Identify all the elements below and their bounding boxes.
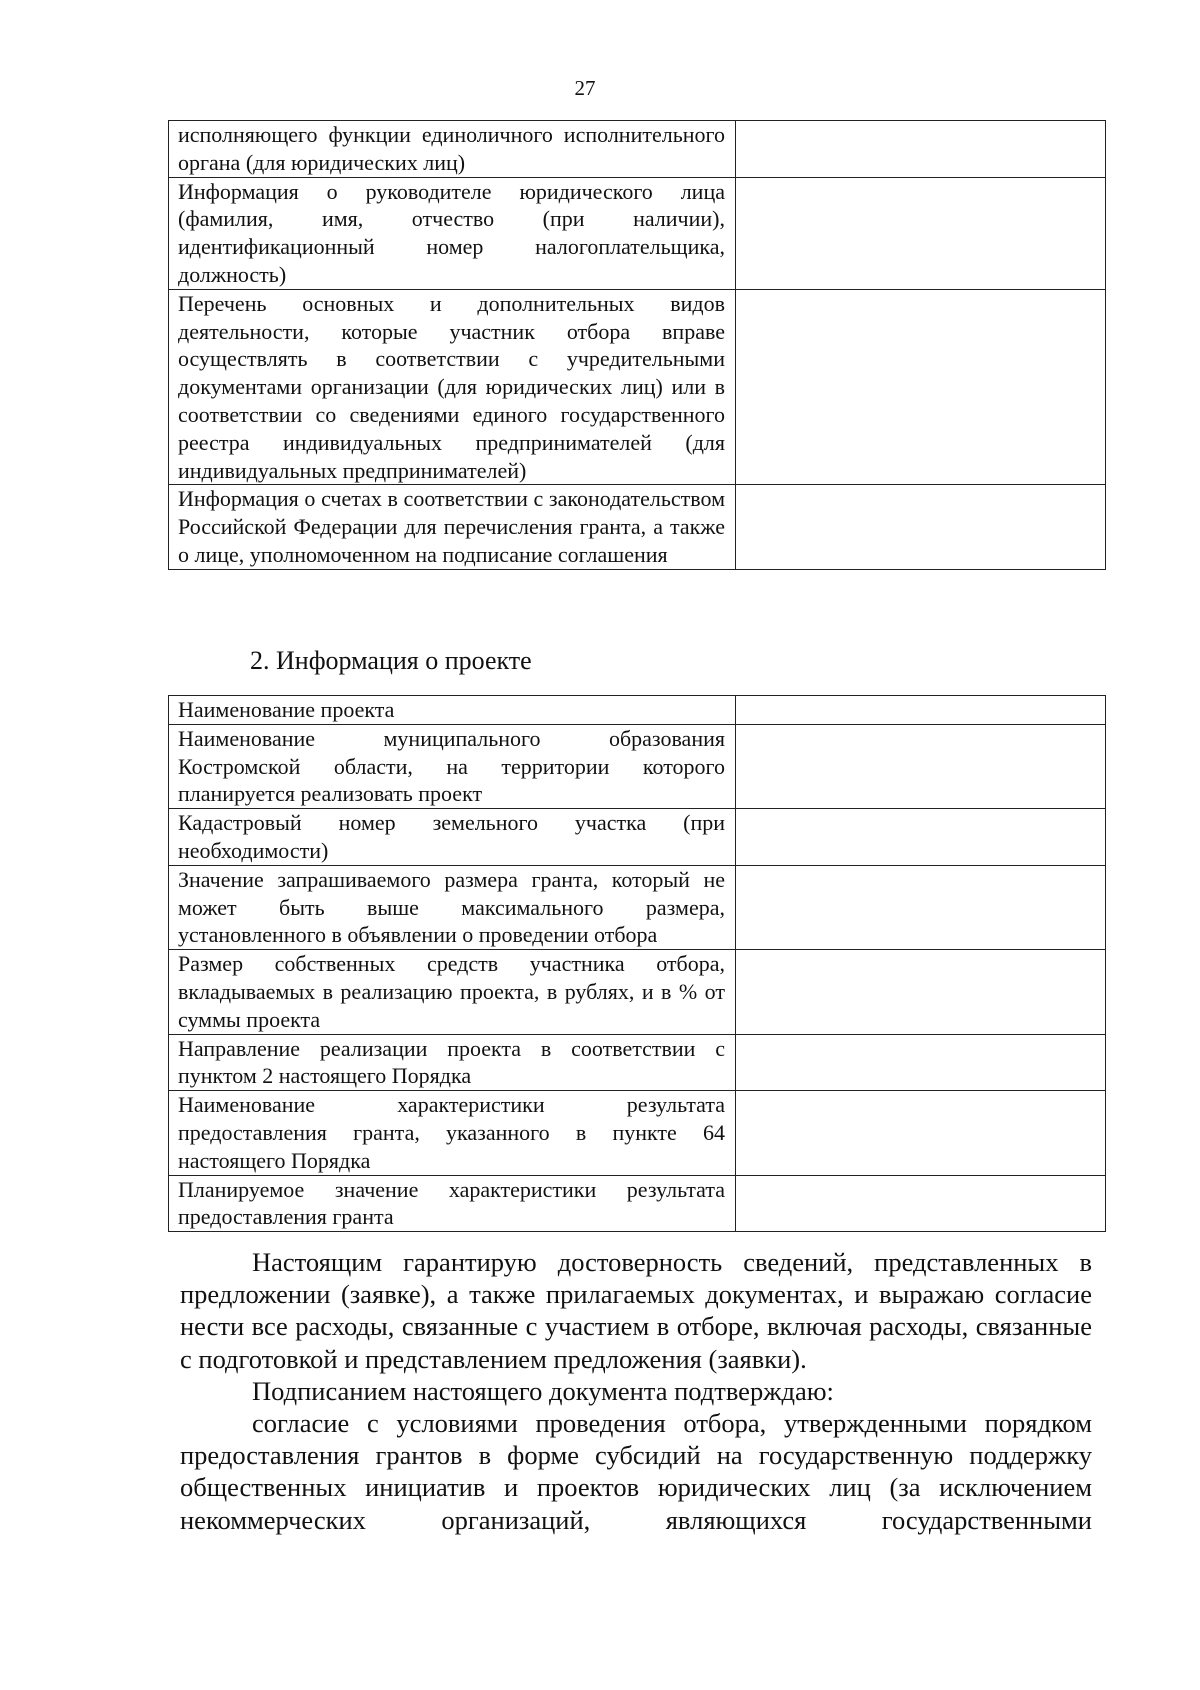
row-value-field[interactable]: [736, 1175, 1106, 1232]
row-label: Информация о руководителе юридического лица (фамилия, имя, отчество (при наличии), идентификационный номер налогоплательщика, должность): [169, 177, 736, 289]
project-info-table: [168, 695, 1106, 1232]
row-label: Кадастровый номер земельного участка (при необходимости): [169, 809, 736, 866]
row-value-field[interactable]: [736, 724, 1106, 808]
row-label: Информация о счетах в соответствии с законодательством Российской Федерации для перечисления гранта, а также о лице, уполномоченном на подписание соглашения: [169, 485, 736, 569]
guarantee-paragraph: Настоящим гарантирую достоверность сведений, представленных в предложении (заявке), а также прилагаемых документах, и выражаю согласие нести все расходы, связанные с участием в отборе, включая расходы, связанные с подготовкой и представлением предложения (заявки).: [180, 1247, 1092, 1374]
table-row: [169, 696, 1106, 725]
row-label: Размер собственных средств участника отбора, вкладываемых в реализацию проекта, в рублях, и в % от суммы проекта: [169, 950, 736, 1034]
row-value-field[interactable]: [736, 1034, 1106, 1091]
row-label: Значение запрашиваемого размера гранта, который не может быть выше максимального размера, установленного в объявлении о проведении отбора: [169, 865, 736, 949]
row-value-field[interactable]: [736, 950, 1106, 1034]
table-row: [169, 485, 1106, 569]
row-label: исполняющего функции единоличного исполнительного органа (для юридических лиц): [169, 121, 736, 178]
row-label: Планируемое значение характеристики результата предоставления гранта: [169, 1175, 736, 1232]
row-label: Наименование муниципального образования Костромской области, на территории которого планируется реализовать проект: [169, 724, 736, 808]
row-value-field[interactable]: [736, 121, 1106, 178]
table-row: [169, 724, 1106, 808]
row-value-field[interactable]: [736, 289, 1106, 485]
table-row: [169, 1091, 1106, 1175]
row-value-field[interactable]: [736, 696, 1106, 725]
applicant-info-table: [168, 120, 1106, 570]
section-heading: 2. Информация о проекте: [250, 646, 532, 675]
row-value-field[interactable]: [736, 1091, 1106, 1175]
row-value-field[interactable]: [736, 177, 1106, 289]
table-row: [169, 950, 1106, 1034]
row-value-field[interactable]: [736, 485, 1106, 569]
page-number: 27: [574, 76, 596, 100]
table-row: [169, 1175, 1106, 1232]
row-label: Наименование характеристики результата предоставления гранта, указанного в пункте 64 настоящего Порядка: [169, 1091, 736, 1175]
row-label: Перечень основных и дополнительных видов деятельности, которые участник отбора вправе осуществлять в соответствии с учредительными документами организации (для юридических лиц) или в соответствии со сведениями единого государственного реестра индивидуальных предпринимателей (для индивидуальных предпринимателей): [169, 289, 736, 485]
table-row: [169, 865, 1106, 949]
declaration-text: [180, 1246, 1092, 1536]
table-row: [169, 289, 1106, 485]
confirmation-intro-paragraph: Подписанием настоящего документа подтверждаю:: [252, 1375, 834, 1406]
consent-paragraph: согласие с условиями проведения отбора, утвержденными порядком предоставления грантов в форме субсидий на государственную поддержку общественных инициатив и проектов юридических лиц (за исключением некоммерческих организаций, являющихся государственными: [180, 1408, 1092, 1535]
table-row: [169, 1034, 1106, 1091]
row-label: Направление реализации проекта в соответствии с пунктом 2 настоящего Порядка: [169, 1034, 736, 1091]
table-row: [169, 121, 1106, 178]
row-value-field[interactable]: [736, 865, 1106, 949]
table-row: [169, 809, 1106, 866]
table-row: [169, 177, 1106, 289]
row-value-field[interactable]: [736, 809, 1106, 866]
row-label: Наименование проекта: [169, 696, 736, 725]
